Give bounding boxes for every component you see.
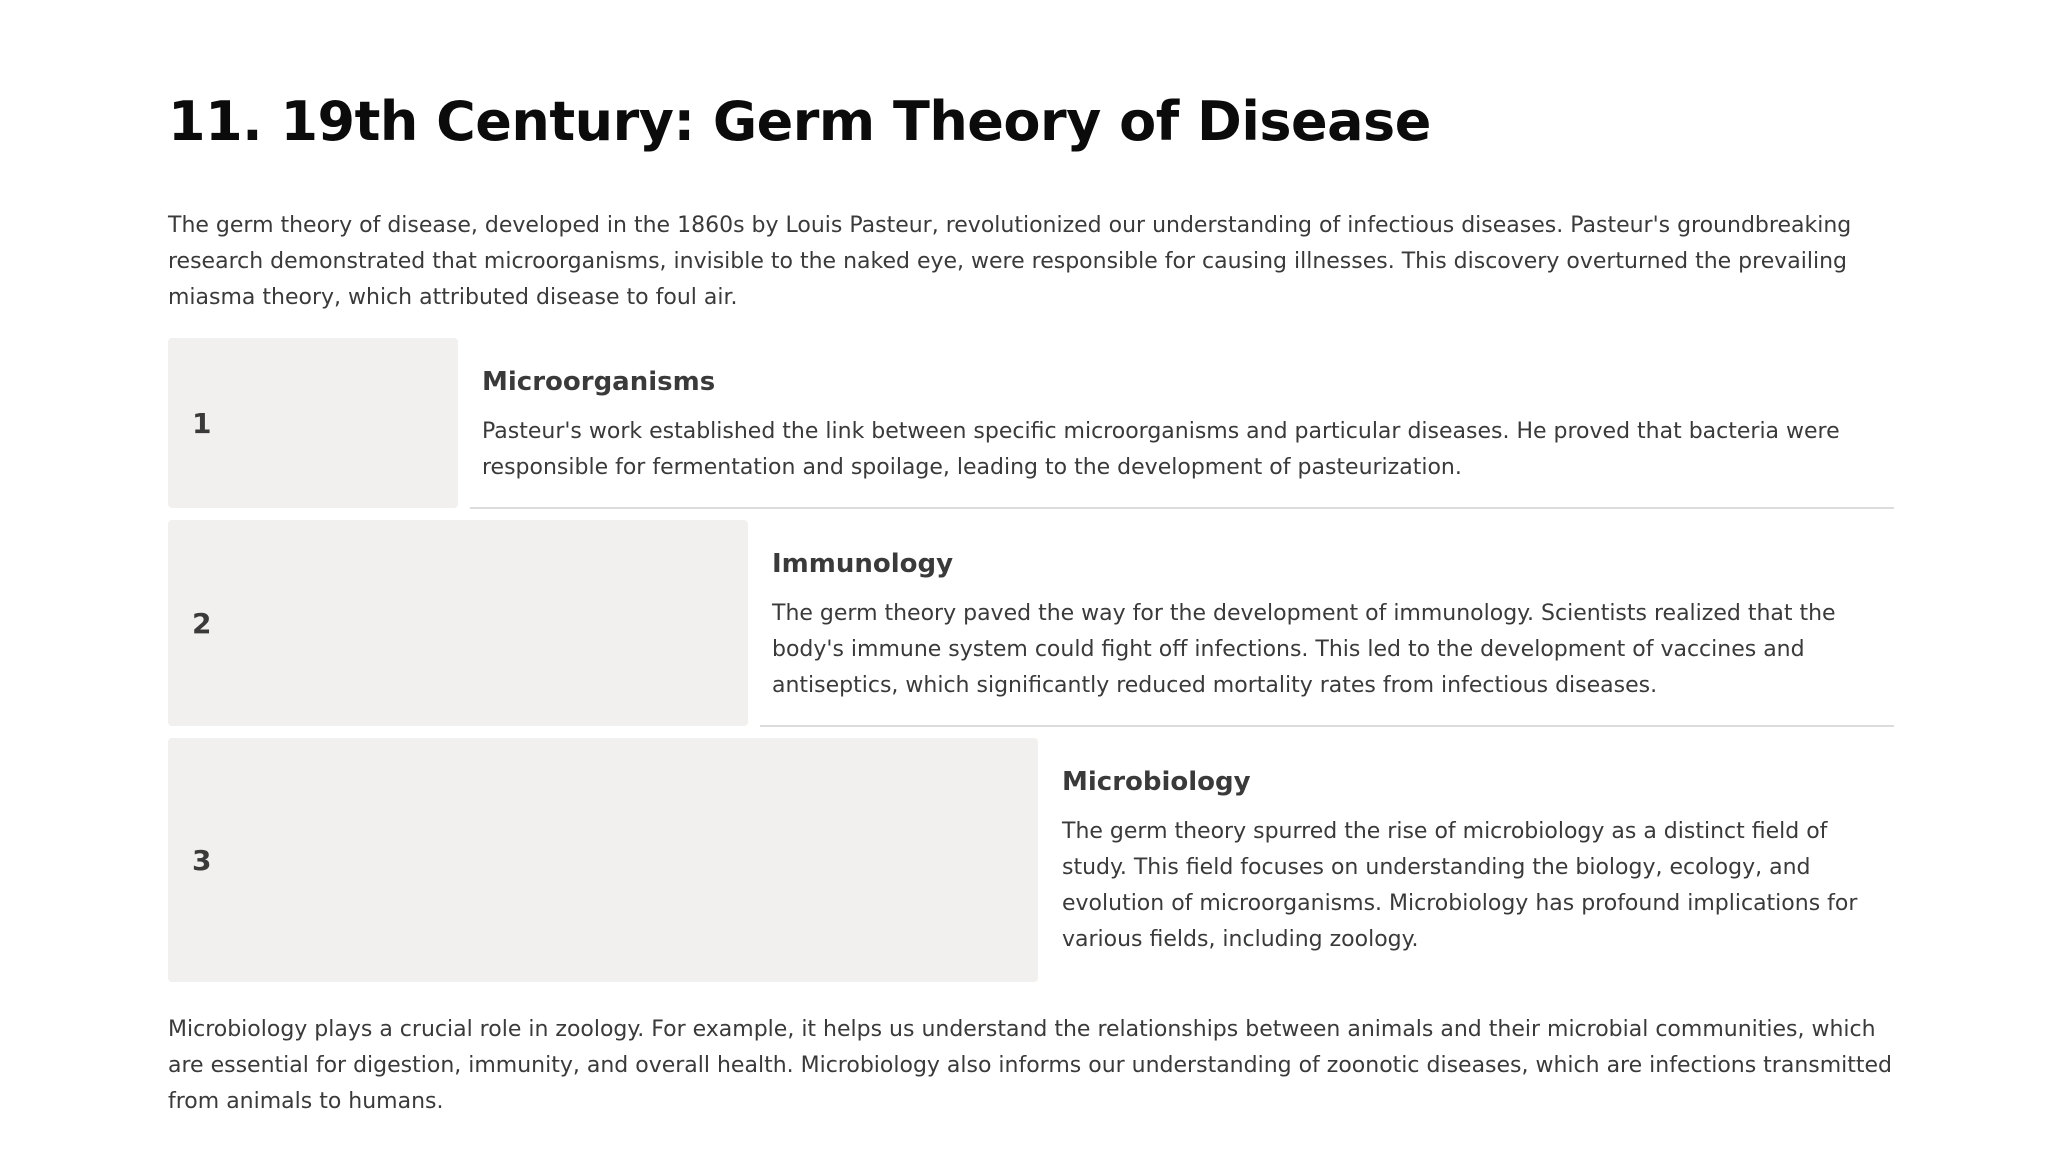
- step-2-text: The germ theory paved the way for the development of immunology. Scientists realized that the body's immune system could fight off infections. This led to the development of vaccines and antiseptics, which significantly reduced mortality rates from infectious diseases.: [772, 601, 1836, 698]
- step-1-box: [168, 338, 458, 508]
- step-3-title: Microbiology: [1062, 767, 1251, 797]
- step-3-body: [1062, 764, 1882, 958]
- outro-paragraph: Microbiology plays a crucial role in zoology. For example, it helps us understand the relationships between animals and their microbial communities, which are essential for digestion, immunity, and overall health. Microbiology also informs our understanding of zoonotic diseases, which are infections transmitted from animals to humans.: [168, 1017, 1893, 1114]
- step-1-divider: [470, 507, 1894, 509]
- step-2-number: 2: [192, 606, 212, 640]
- step-2-body: [772, 546, 1872, 704]
- page-title: 11. 19th Century: Germ Theory of Disease: [168, 90, 1431, 153]
- step-1-text: Pasteur's work established the link between specific microorganisms and particular diseases. He proved that bacteria were responsible for fermentation and spoilage, leading to the development of pasteurization.: [482, 419, 1840, 480]
- step-2-title: Immunology: [772, 549, 954, 579]
- step-1-body: [482, 364, 1902, 486]
- step-3-text: The germ theory spurred the rise of microbiology as a distinct field of study. This field focuses on understanding the biology, ecology, and evolution of microorganisms. Microbiology has profound implications for various fields, including zoology.: [1062, 819, 1858, 952]
- intro-paragraph: The germ theory of disease, developed in the 1860s by Louis Pasteur, revolutionized our understanding of infectious diseases. Pasteur's groundbreaking research demonstrated that microorganisms, invisible to the naked eye, were responsible for causing illnesses. This discovery overturned the prevailing miasma theory, which attributed disease to foul air.: [168, 213, 1852, 310]
- step-2-box: [168, 520, 748, 726]
- step-3-number: 3: [192, 843, 212, 877]
- step-1-title: Microorganisms: [482, 367, 716, 397]
- step-2-divider: [760, 725, 1894, 727]
- step-3-box: [168, 738, 1038, 982]
- step-1-number: 1: [192, 406, 212, 440]
